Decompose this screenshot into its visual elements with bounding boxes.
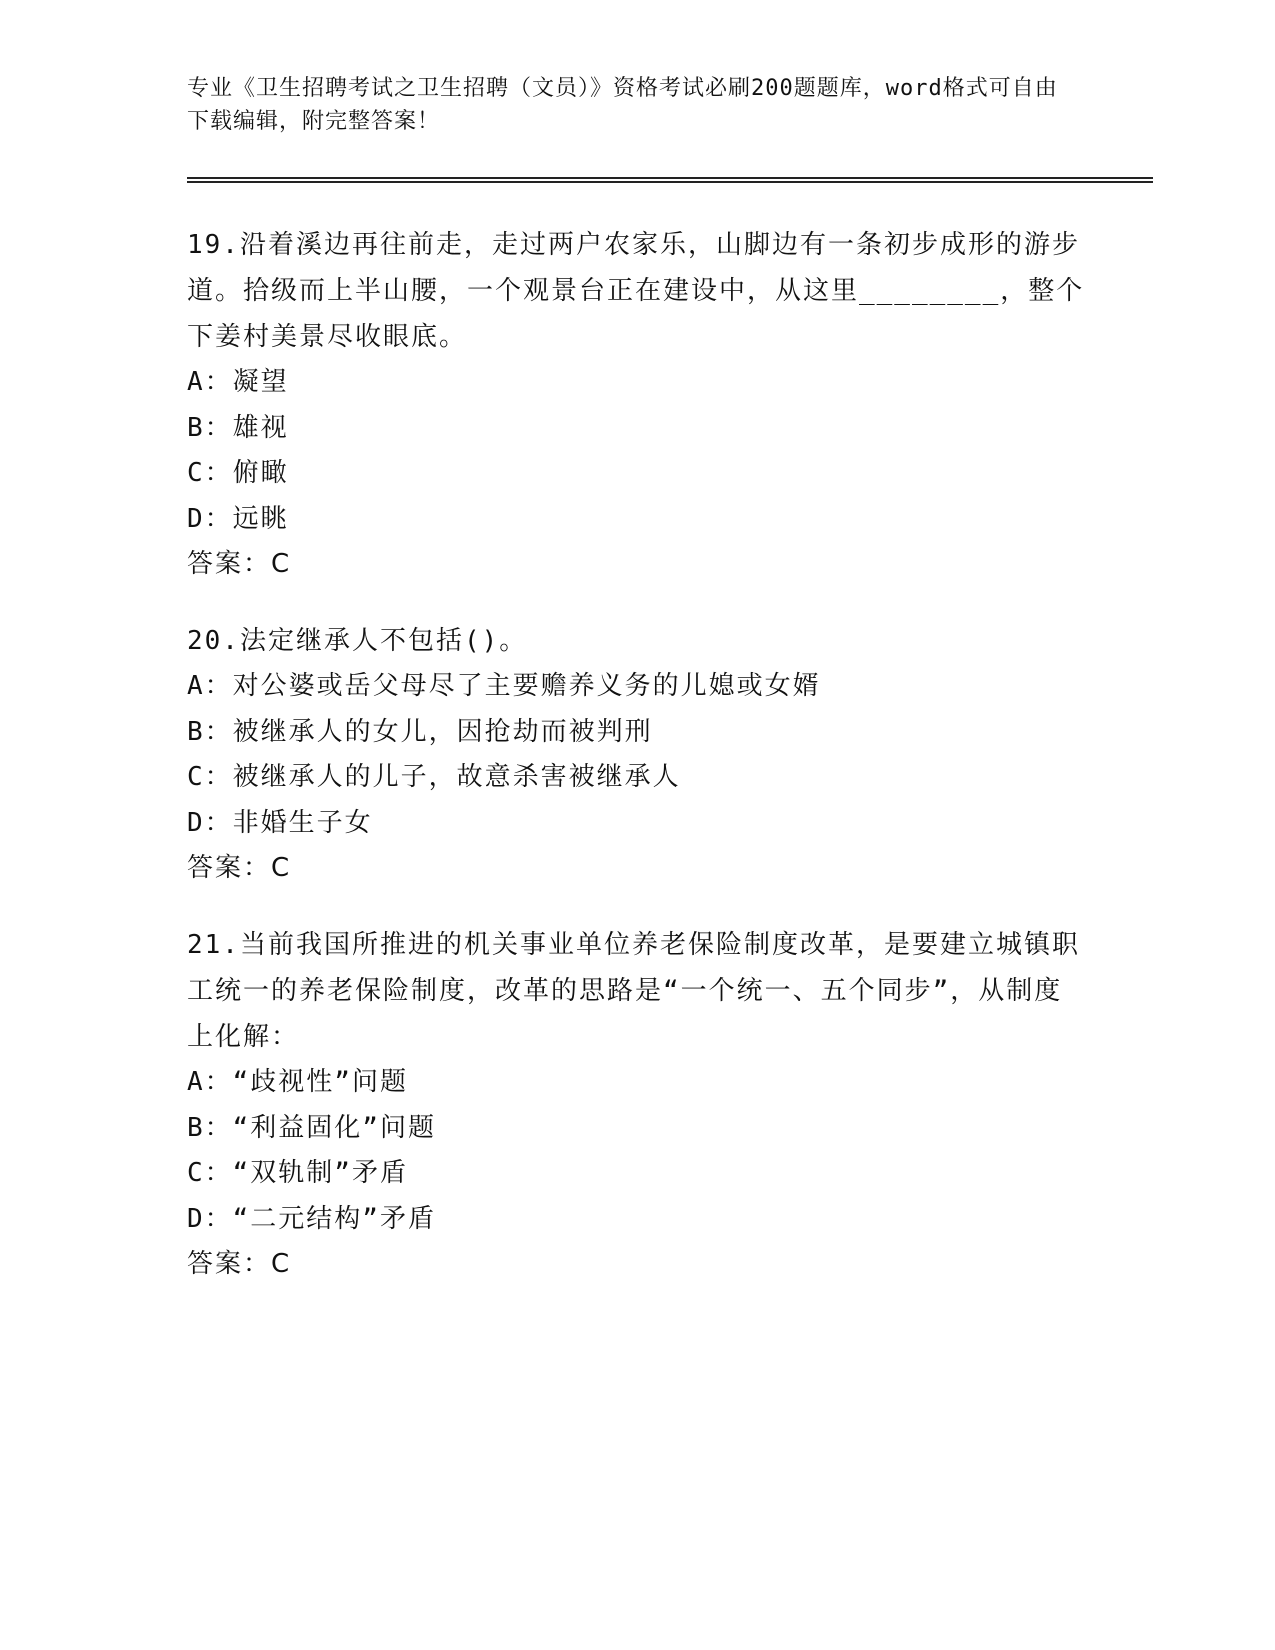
answer: 答案：C xyxy=(187,853,292,883)
option-d: D：“二元结构”矛盾 xyxy=(187,1203,436,1234)
option-b: B：“利益固化”问题 xyxy=(187,1112,436,1143)
question-19 xyxy=(187,222,1087,587)
question-stem: 19.沿着溪边再往前走，走过两户农家乐，山脚边有一条初步成形的游步道。拾级而上半山腰，一个观景台正在建设中，从这里________，整个下姜村美景尽收眼底。 xyxy=(187,230,1085,352)
header-divider xyxy=(187,177,1153,183)
question-stem: 21.当前我国所推进的机关事业单位养老保险制度改革，是要建立城镇职工统一的养老保险制度，改革的思路是“一个统一、五个同步”，从制度上化解： xyxy=(187,930,1080,1052)
answer: 答案：C xyxy=(187,549,292,579)
option-d: D：非婚生子女 xyxy=(187,807,373,838)
option-a: A：对公婆或岳父母尽了主要赡养义务的儿媳或女婿 xyxy=(187,671,821,701)
answer: 答案：C xyxy=(187,1249,292,1279)
option-c: C：“双轨制”矛盾 xyxy=(187,1158,408,1188)
question-21 xyxy=(187,922,1087,1287)
question-stem: 20.法定继承人不包括()。 xyxy=(187,626,528,656)
option-a: A：“歧视性”问题 xyxy=(187,1067,408,1097)
question-20 xyxy=(187,618,1087,891)
option-c: C：被继承人的儿子，故意杀害被继承人 xyxy=(187,762,681,792)
option-d: D：远眺 xyxy=(187,503,289,534)
option-b: B：被继承人的女儿，因抢劫而被判刑 xyxy=(187,716,653,747)
option-c: C：俯瞰 xyxy=(187,458,289,488)
page-header: 专业《卫生招聘考试之卫生招聘（文员）》资格考试必刷200题题库，word格式可自由下载编辑，附完整答案！ xyxy=(187,76,1058,134)
option-a: A：凝望 xyxy=(187,367,289,397)
option-b: B：雄视 xyxy=(187,412,289,443)
